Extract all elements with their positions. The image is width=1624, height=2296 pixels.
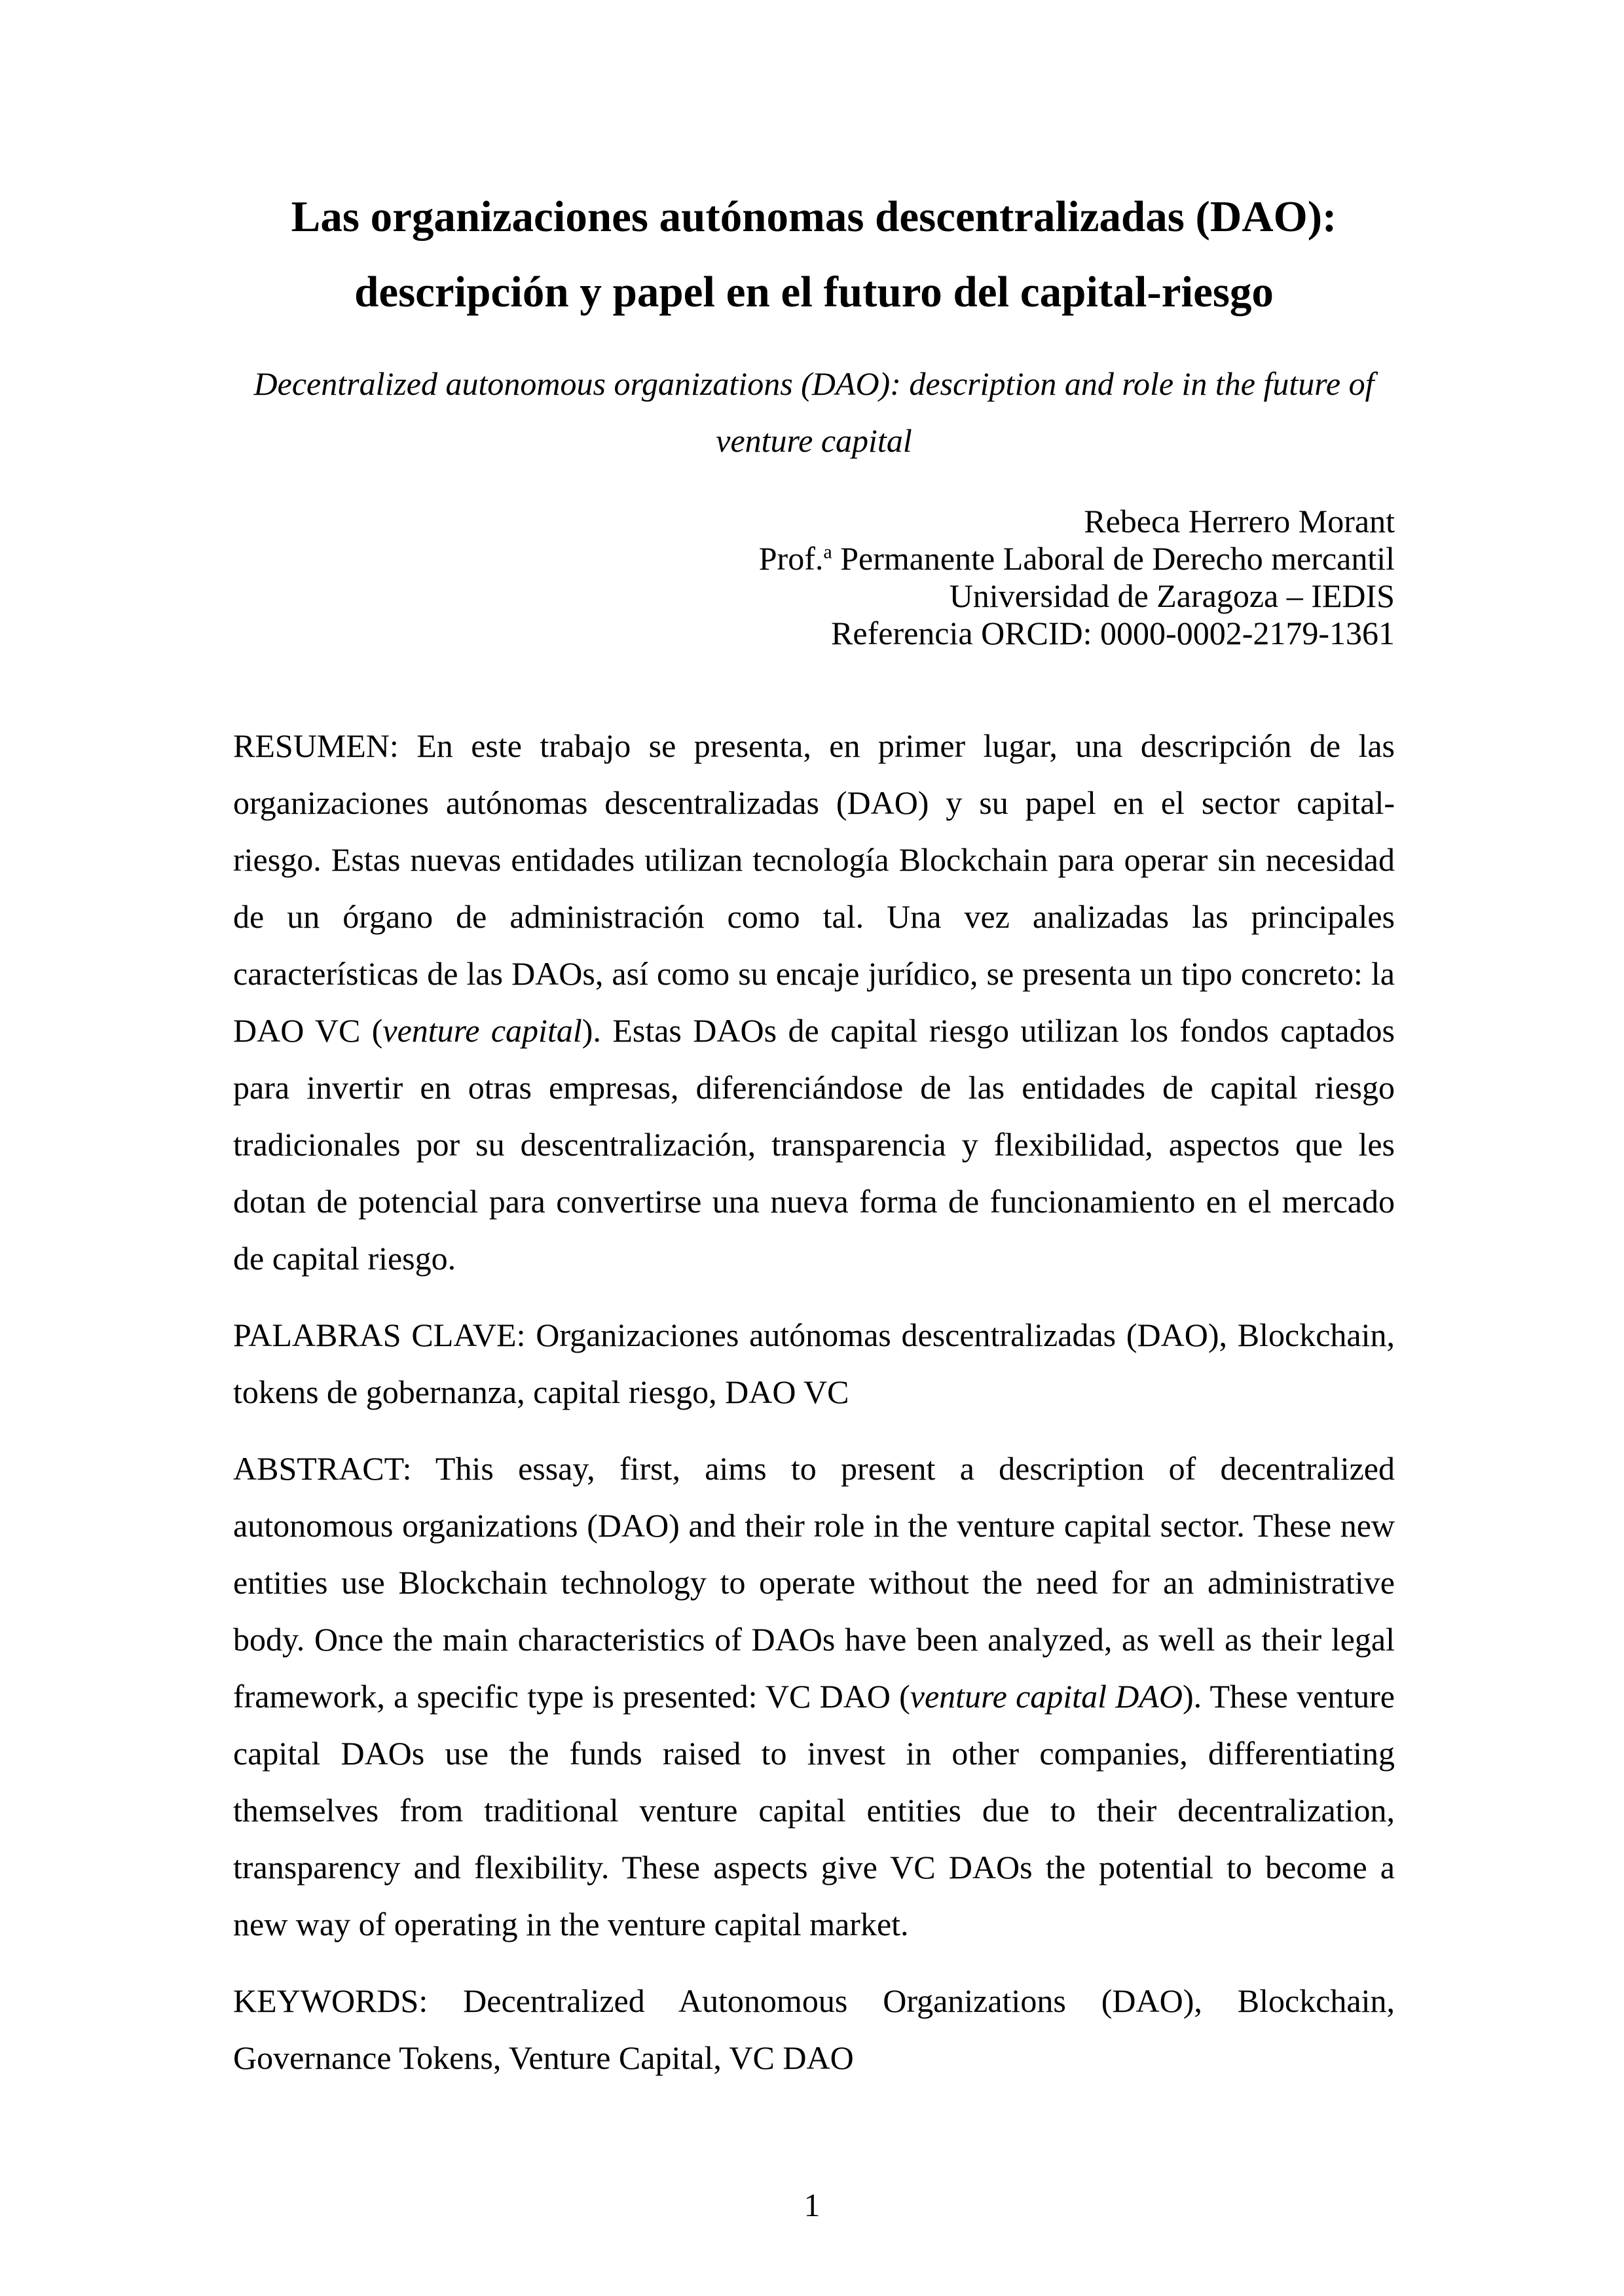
author-name: Rebeca Herrero Morant xyxy=(1084,503,1395,539)
paper-subtitle-english xyxy=(233,355,1395,469)
abstract-paragraph xyxy=(233,1440,1395,1953)
paper-subtitle-line1: Decentralized autonomous organizations (DAO): description and role in the future of xyxy=(253,365,1375,402)
abstract-text-after: ). These venture capital DAOs use the funds raised to invest in other companies, differentiating themselves from traditional venture capital entities due to their decentralization, transparency and flexibility. These aspects give VC DAOs the potential to become a new way of operating in the venture capital market. xyxy=(233,1678,1395,1942)
keywords-paragraph: KEYWORDS: Decentralized Autonomous Organizations (DAO), Blockchain, Governance Tokens, Venture Capital, VC DAO xyxy=(233,1982,1395,2076)
author-affiliation: Universidad de Zaragoza – IEDIS xyxy=(949,577,1395,614)
resumen-text-after: ). Estas DAOs de capital riesgo utilizan los fondos captados para invertir en otras empresas, diferenciándose de las entidades de capital riesgo tradicionales por su descentralización, transparencia y flexibilidad, aspectos que les dotan de potencial para convertirse una nueva forma de funcionamiento en el mercado de capital riesgo. xyxy=(233,1012,1395,1277)
resumen-text-before: RESUMEN: En este trabajo se presenta, en primer lugar, una descripción de las organizaciones autónomas descentralizadas (DAO) y su papel en el sector capital-riesgo. Estas nuevas entidades utilizan tecnología Blockchain para operar sin necesidad de un órgano de administración como tal. Una vez analizadas las principales características de las DAOs, así como su encaje jurídico, se presenta un tipo concreto: la DAO VC ( xyxy=(233,727,1395,1049)
page-number: 1 xyxy=(803,2187,821,2223)
abstract-italic-term: venture capital DAO xyxy=(910,1678,1183,1715)
paper-title-line1: Las organizaciones autónomas descentralizadas (DAO): xyxy=(291,192,1337,241)
palabras-clave-paragraph: PALABRAS CLAVE: Organizaciones autónomas descentralizadas (DAO), Blockchain, tokens de gobernanza, capital riesgo, DAO VC xyxy=(233,1317,1395,1410)
page-content xyxy=(233,0,1395,2086)
paper-title xyxy=(233,179,1395,330)
resumen-paragraph xyxy=(233,718,1395,1287)
author-orcid: Referencia ORCID: 0000-0002-2179-1361 xyxy=(831,615,1395,651)
author-position-rest: Permanente Laboral de Derecho mercantil xyxy=(832,540,1395,577)
ordinal-superscript: a xyxy=(823,541,832,563)
paper-subtitle-line2: venture capital xyxy=(716,422,912,459)
paper-title-line2: descripción y papel en el futuro del capital-riesgo xyxy=(354,268,1274,316)
resumen-italic-term: venture capital xyxy=(382,1012,582,1049)
author-position-prefix: Prof. xyxy=(758,540,824,577)
abstract-text-before: ABSTRACT: This essay, first, aims to present a description of decentralized autonomous organizations (DAO) and their role in the venture capital sector. These new entities use Blockchain technology to operate without the need for an administrative body. Once the main characteristics of DAOs have been analyzed, as well as their legal framework, a specific type is presented: VC DAO ( xyxy=(233,1450,1395,1715)
author-block xyxy=(233,503,1395,652)
author-position xyxy=(233,540,1395,577)
